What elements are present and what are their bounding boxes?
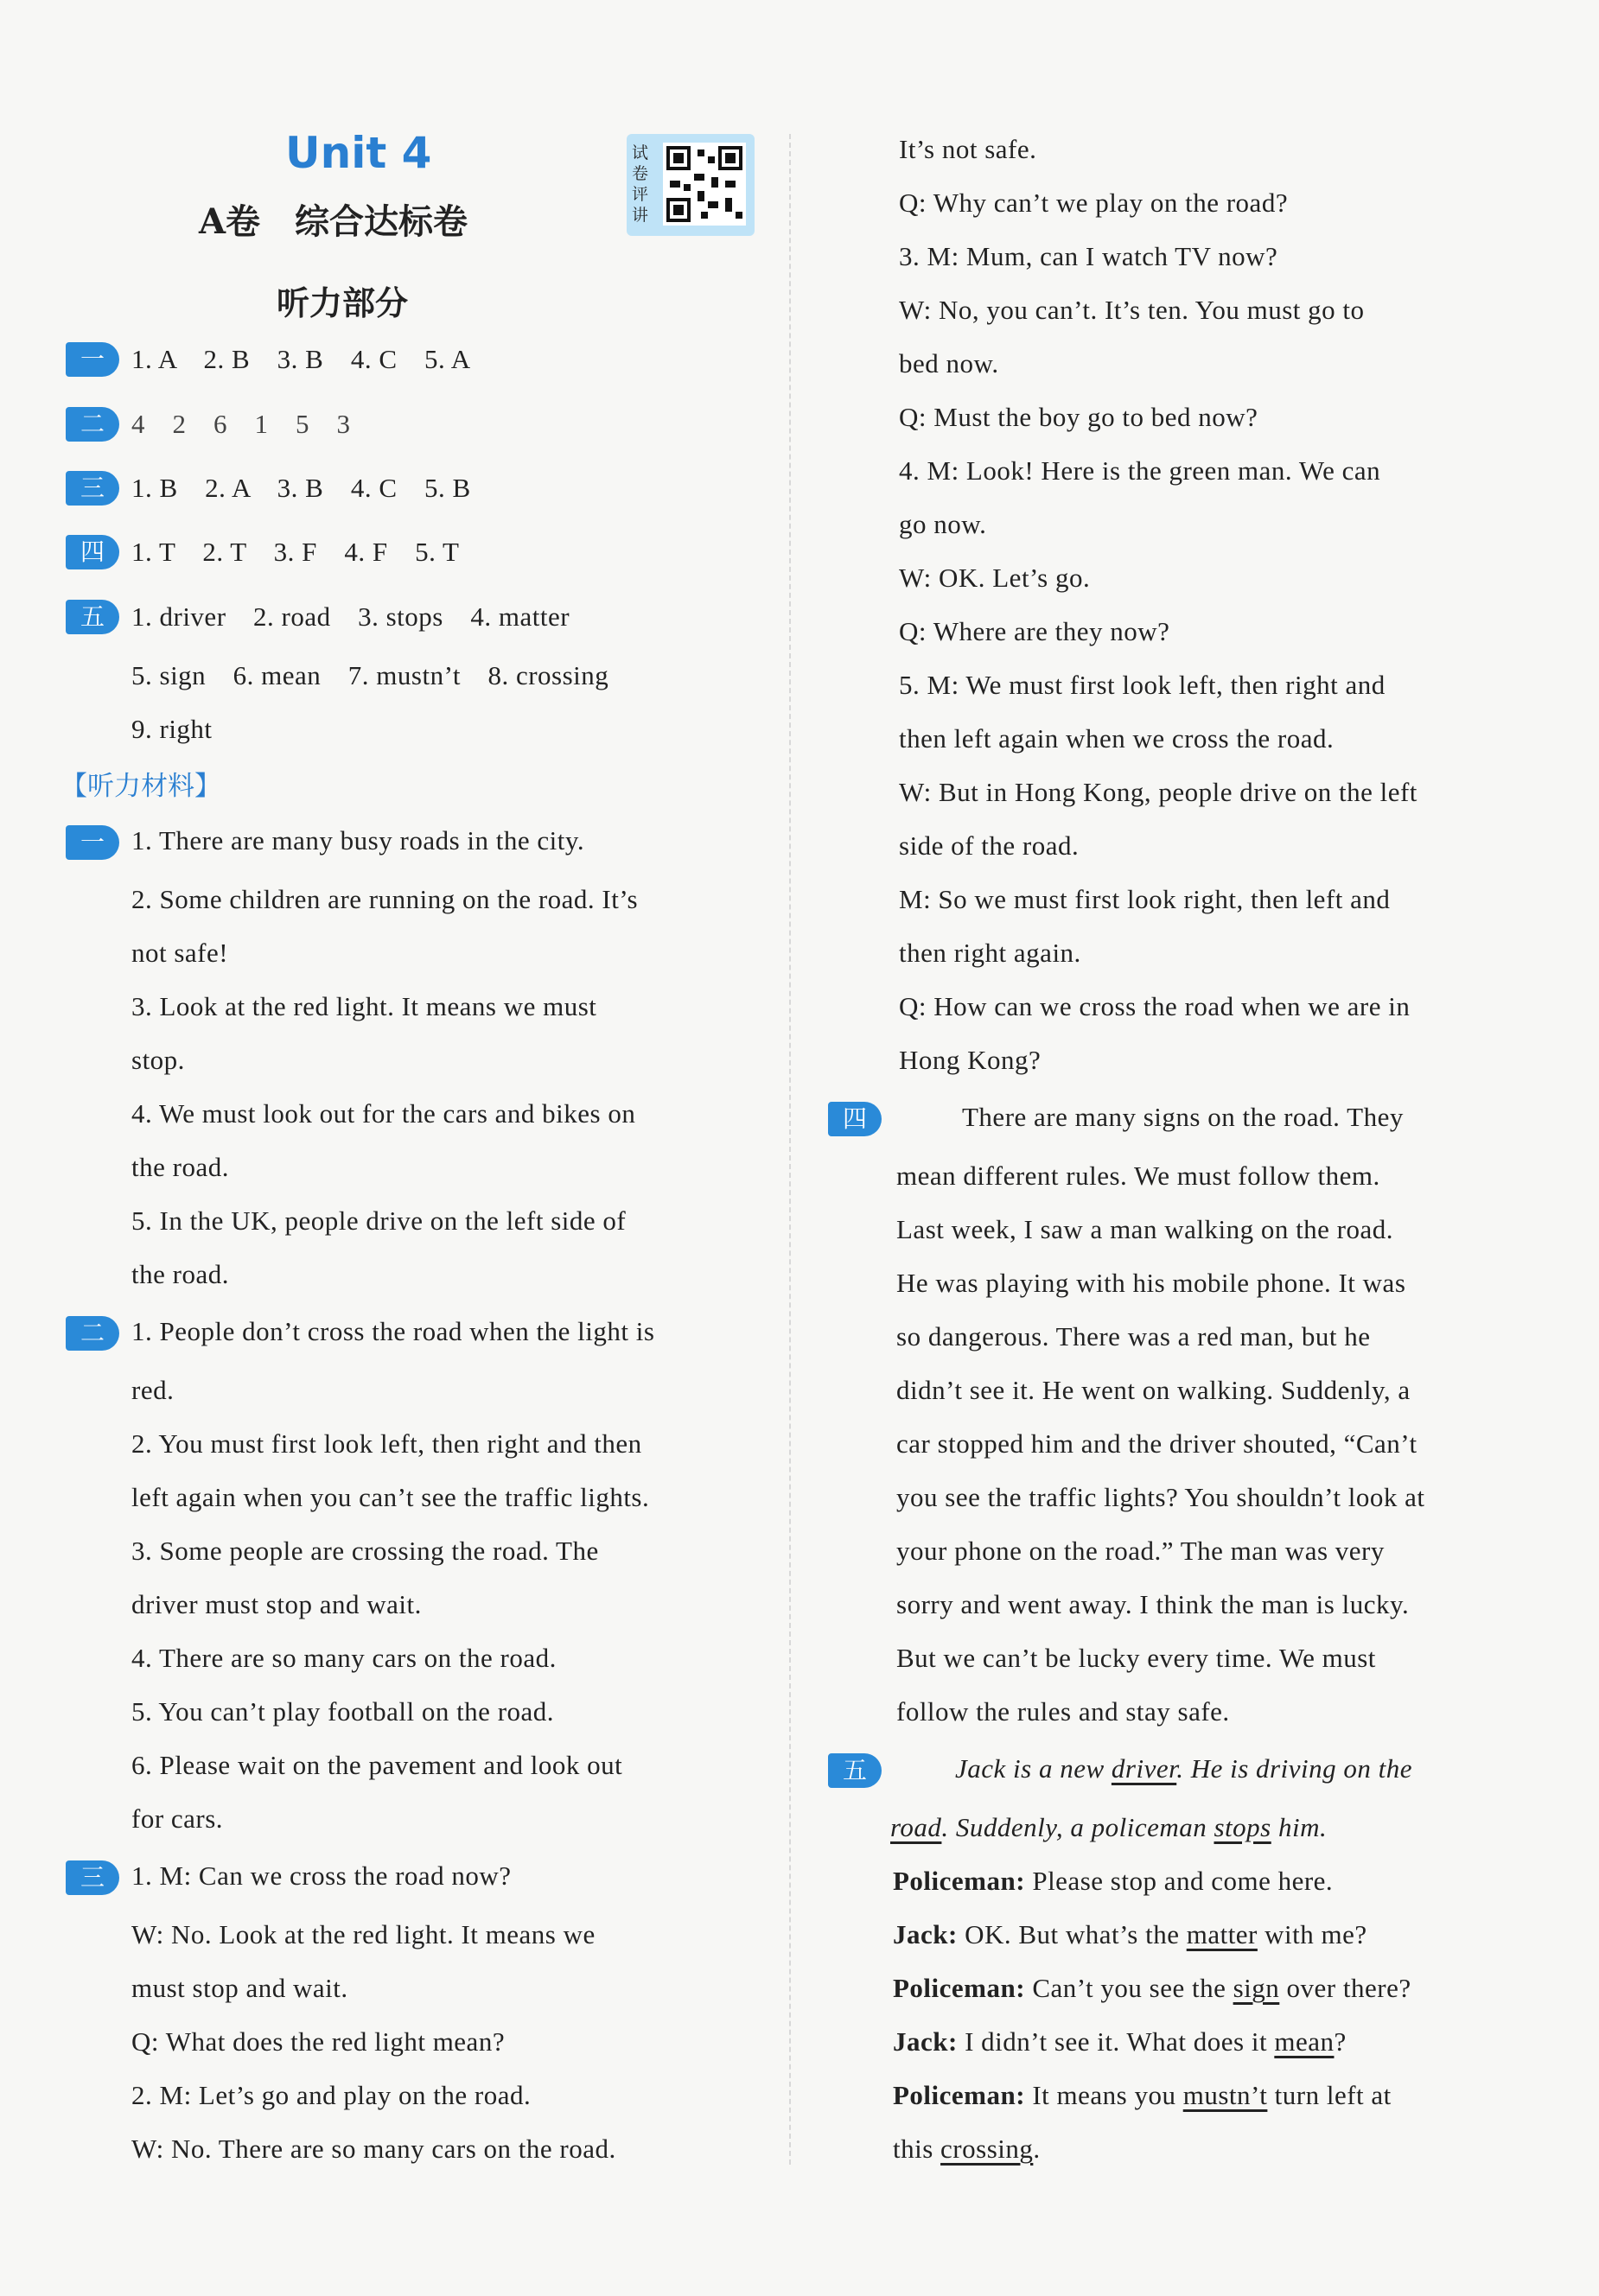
blank-crossing: crossing	[940, 2134, 1034, 2164]
blank-road: road	[890, 1812, 942, 1842]
m3-line: side of the road.	[899, 830, 1080, 861]
blank-stops: stops	[1214, 1812, 1271, 1842]
m1-line: stop.	[131, 1045, 185, 1075]
answer-line-4: 1. T 2. T 3. F 4. F 5. T	[131, 537, 460, 567]
m2-line: red.	[131, 1375, 175, 1405]
m4-line: Last week, I saw a man walking on the road.	[896, 1214, 1394, 1244]
m3-line: 3. M: Mum, can I watch TV now?	[899, 241, 1278, 271]
m2-line: 5. You can’t play football on the road.	[131, 1696, 555, 1727]
column-divider	[789, 134, 791, 2165]
blank-mean: mean	[1274, 2026, 1335, 2057]
m3-line: 1. M: Can we cross the road now?	[131, 1860, 512, 1891]
m4-line: so dangerous. There was a red man, but he	[896, 1321, 1371, 1352]
m5-dialog-line: Jack: OK. But what’s the matter with me?	[893, 1919, 1367, 1949]
m2-line: 6. Please wait on the pavement and look out	[131, 1750, 623, 1780]
m4-line: mean different rules. We must follow them.	[896, 1161, 1380, 1191]
blank-matter: matter	[1186, 1919, 1258, 1949]
m2-line: 3. Some people are crossing the road. The	[131, 1536, 599, 1566]
m2-line: 4. There are so many cars on the road.	[131, 1643, 557, 1673]
blank-sign: sign	[1233, 1973, 1280, 2003]
m3-line: Q: What does the red light mean?	[131, 2026, 506, 2057]
answer-badge-4: 四	[66, 535, 119, 569]
m5-intro-line-2: road. Suddenly, a policeman stops him.	[890, 1812, 1328, 1842]
m5-dialog-line: Policeman: Can’t you see the sign over there?	[893, 1973, 1411, 2003]
m5-intro-line-1: Jack is a new driver. He is driving on the	[955, 1753, 1412, 1784]
material-badge-1: 一	[66, 825, 119, 860]
m2-line: left again when you can’t see the traffic lights.	[131, 1482, 650, 1512]
answer-badge-2: 二	[66, 407, 119, 442]
m3-line: then left again when we cross the road.	[899, 723, 1335, 754]
m4-line: car stopped him and the driver shouted, “Can’t	[896, 1428, 1417, 1459]
answer-badge-3: 三	[66, 471, 119, 506]
m4-line: didn’t see it. He went on walking. Suddenly, a	[896, 1375, 1411, 1405]
m3-line: 4. M: Look! Here is the green man. We can	[899, 455, 1381, 486]
m3-line: M: So we must first look right, then left and	[899, 884, 1391, 914]
m3-line: bed now.	[899, 348, 999, 378]
m2-line: 1. People don’t cross the road when the light is	[131, 1316, 655, 1346]
m1-line: the road.	[131, 1152, 229, 1182]
m3-line: 5. M: We must first look left, then right and	[899, 670, 1386, 700]
answer-badge-1: 一	[66, 342, 119, 377]
answer-line-2: 4 2 6 1 5 3	[131, 409, 351, 439]
m5-dialog-line: this crossing.	[893, 2134, 1041, 2164]
m1-line: not safe!	[131, 938, 229, 968]
material-badge-5: 五	[828, 1753, 882, 1788]
m5-dialog-line: Jack: I didn’t see it. What does it mean?	[893, 2026, 1347, 2057]
m3-line: W: OK. Let’s go.	[899, 563, 1091, 593]
material-badge-3: 三	[66, 1860, 119, 1895]
answer-line-5a: 1. driver 2. road 3. stops 4. matter	[131, 601, 570, 632]
speaker-policeman: Policeman:	[893, 2080, 1026, 2110]
m3-line: W: No, you can’t. It’s ten. You must go to	[899, 295, 1365, 325]
listening-section-heading: 听力部分	[277, 284, 409, 322]
answer-badge-5: 五	[66, 600, 119, 634]
m4-line: you see the traffic lights? You shouldn’t look at	[896, 1482, 1425, 1512]
m4-line: your phone on the road.” The man was very	[896, 1536, 1385, 1566]
m1-line: 5. In the UK, people drive on the left side of	[131, 1205, 627, 1236]
m1-line: 1. There are many busy roads in the city.	[131, 825, 585, 855]
m1-line: 2. Some children are running on the road. It’s	[131, 884, 639, 914]
m4-line: He was playing with his mobile phone. It was	[896, 1268, 1406, 1298]
m1-line: 3. Look at the red light. It means we must	[131, 991, 597, 1021]
m5-dialog-line: Policeman: Please stop and come here.	[893, 1866, 1334, 1896]
m2-line: for cars.	[131, 1803, 224, 1834]
answer-line-5b: 5. sign 6. mean 7. mustn’t 8. crossing	[131, 660, 609, 690]
unit-title: Unit 4	[285, 128, 432, 178]
m3-line: go now.	[899, 509, 987, 539]
blank-driver: driver	[1111, 1753, 1177, 1784]
m4-line: follow the rules and stay safe.	[896, 1696, 1230, 1727]
m4-line: There are many signs on the road. They	[962, 1102, 1404, 1132]
qr-box[interactable]	[627, 134, 755, 236]
m3-line: Q: Where are they now?	[899, 616, 1170, 646]
m3-line: must stop and wait.	[131, 1973, 348, 2003]
m3-line: Q: Why can’t we play on the road?	[899, 188, 1289, 218]
paper-subtitle: A卷 综合达标卷	[199, 201, 468, 242]
answer-line-3: 1. B 2. A 3. B 4. C 5. B	[131, 473, 471, 503]
m3-line: It’s not safe.	[899, 134, 1037, 164]
speaker-jack: Jack:	[893, 2026, 958, 2057]
m4-line: sorry and went away. I think the man is lucky.	[896, 1589, 1410, 1619]
m3-line: W: But in Hong Kong, people drive on the left	[899, 777, 1417, 807]
qr-label: 试卷评讲	[632, 143, 649, 225]
m2-line: 2. You must first look left, then right and then	[131, 1428, 642, 1459]
speaker-policeman: Policeman:	[893, 1866, 1026, 1896]
m4-line: But we can’t be lucky every time. We must	[896, 1643, 1376, 1673]
m3-line: Hong Kong?	[899, 1045, 1042, 1075]
qr-code-icon	[663, 143, 746, 226]
m3-line: then right again.	[899, 938, 1081, 968]
material-badge-4: 四	[828, 1102, 882, 1136]
m3-line: W: No. There are so many cars on the road.	[131, 2134, 616, 2164]
m2-line: driver must stop and wait.	[131, 1589, 422, 1619]
m3-line: Q: Must the boy go to bed now?	[899, 402, 1258, 432]
m3-line: 2. M: Let’s go and play on the road.	[131, 2080, 532, 2110]
material-badge-2: 二	[66, 1316, 119, 1351]
speaker-policeman: Policeman:	[893, 1973, 1026, 2003]
materials-heading: 【听力材料】	[61, 771, 221, 802]
speaker-jack: Jack:	[893, 1919, 958, 1949]
m3-line: Q: How can we cross the road when we are in	[899, 991, 1411, 1021]
m1-line: the road.	[131, 1259, 229, 1289]
answer-line-5c: 9. right	[131, 714, 213, 744]
m3-line: W: No. Look at the red light. It means we	[131, 1919, 596, 1949]
blank-mustnt: mustn’t	[1182, 2080, 1268, 2110]
answer-line-1: 1. A 2. B 3. B 4. C 5. A	[131, 344, 471, 374]
m5-dialog-line: Policeman: It means you mustn’t turn left at	[893, 2080, 1392, 2110]
m1-line: 4. We must look out for the cars and bikes on	[131, 1098, 636, 1129]
